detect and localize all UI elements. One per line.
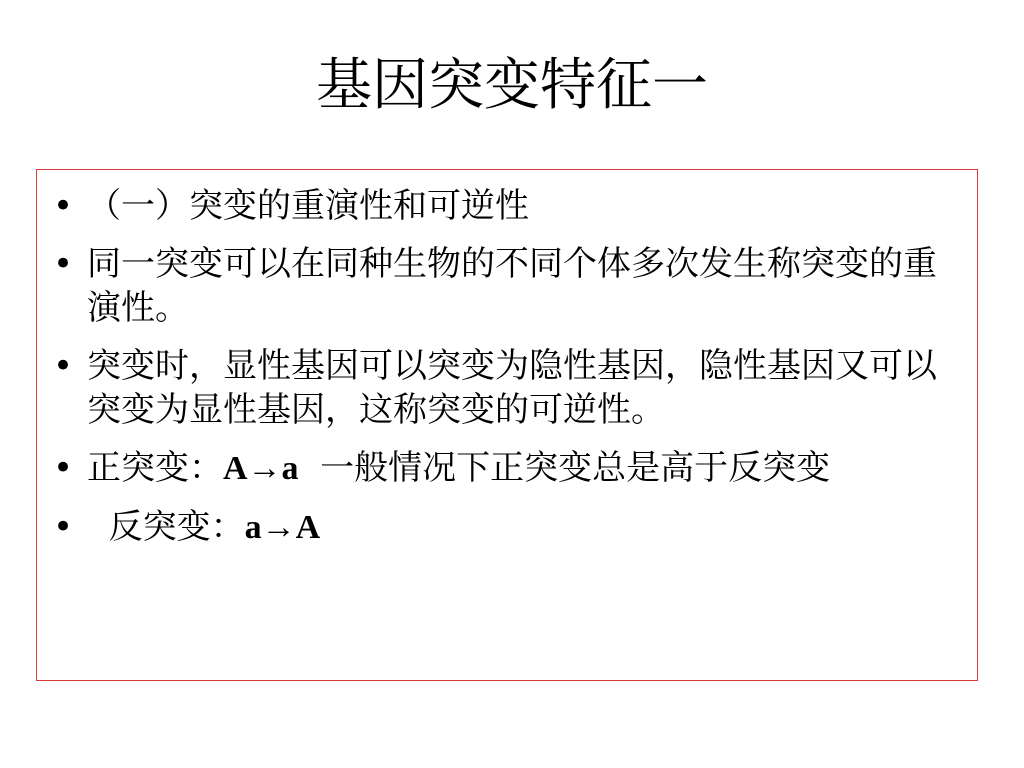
bullet-formula: A→a: [223, 450, 299, 487]
bullet-item-5: [51, 505, 965, 550]
bullet-icon: •: [52, 346, 74, 386]
bullet-item-3: [51, 344, 965, 432]
bullet-formula: a→A: [244, 509, 321, 546]
bullet-item-1: [51, 184, 965, 228]
bullet-item-2: [51, 242, 965, 330]
bullet-icon: •: [52, 244, 74, 284]
slide-title: 基因突变特征一: [316, 53, 708, 118]
bullet-suffix: 一般情况下正突变总是高于反突变: [298, 448, 831, 488]
bullet-prefix: 正突变：: [87, 448, 223, 488]
bullet-icon: •: [52, 507, 74, 547]
bullet-text: 同一突变可以在同种生物的不同个体多次发生称突变的重演性。: [87, 244, 937, 328]
bullet-icon: •: [52, 448, 74, 488]
bullet-text: （一）突变的重演性和可逆性: [87, 186, 529, 226]
bullet-list: [37, 170, 977, 550]
bullet-prefix: 反突变：: [87, 507, 245, 547]
bullet-text: 突变时，显性基因可以突变为隐性基因，隐性基因又可以突变为显性基因，这称突变的可逆性。: [87, 346, 937, 430]
bullet-item-4: [51, 446, 965, 491]
content-box: [36, 169, 978, 681]
bullet-icon: •: [52, 186, 74, 226]
